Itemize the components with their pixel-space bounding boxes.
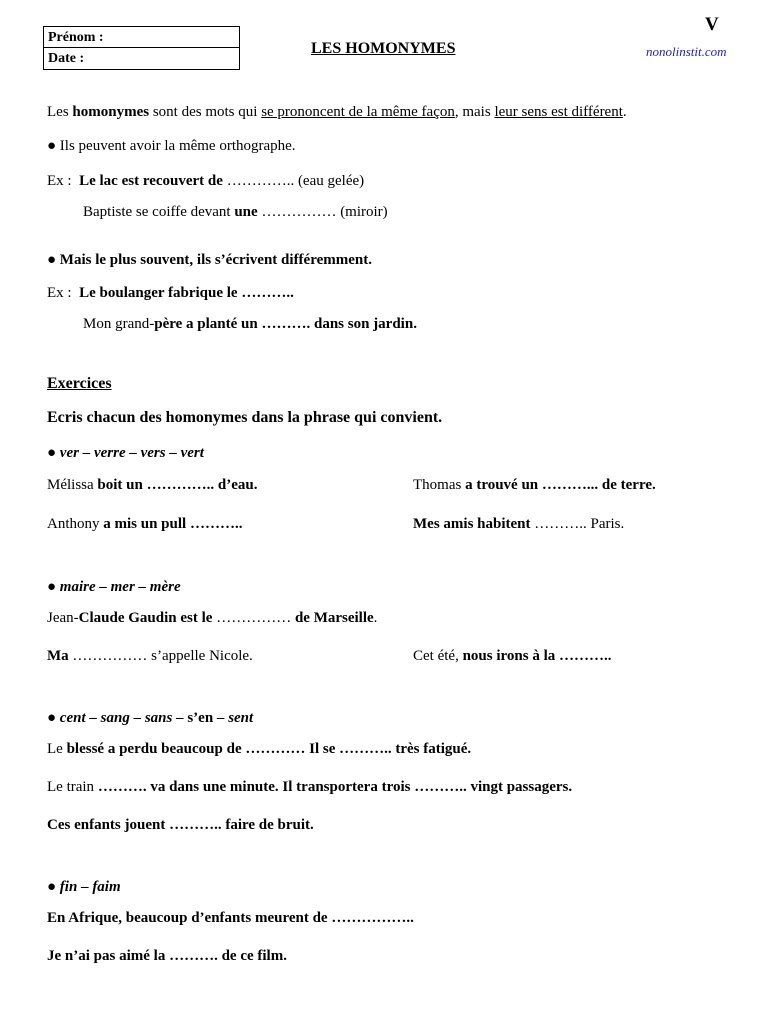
firstname-label: Prénom : [48,30,104,45]
sentence-1-2: Thomas a trouvé un ………... de terre. [413,477,656,493]
word-list-2: ● maire – mer – mère [47,579,181,595]
exercise-instruction: Ecris chacun des homonymes dans la phrase qui convient. [47,409,443,426]
example-line-4: Mon grand-père a planté un ………. dans son jardin. [83,316,417,332]
rule-same-spelling: ● Ils peuvent avoir la même orthographe. [47,138,296,154]
sentence-1-4: Mes amis habitent ……….. Paris. [413,516,625,532]
word-list-1: ● ver – verre – vers – vert [47,445,204,461]
sentence-1-3: Anthony a mis un pull ……….. [47,516,243,532]
date-field[interactable] [44,48,239,69]
sentence-3-1: Le blessé a perdu beaucoup de ………… Il se ……….. très fatigué. [47,741,472,757]
keyword-homonymes: homonymes [72,104,150,120]
example-line-1: Ex : Le lac est recouvert de ………….. (eau gelée) [47,173,365,189]
definition-line: Les homonymes sont des mots qui se prononcent de la même façon, mais leur sens est différent. [47,104,627,120]
rule-different-spelling: ● Mais le plus souvent, ils s’écrivent différemment. [47,252,372,268]
sentence-3-3: Ces enfants jouent ……….. faire de bruit. [47,817,314,833]
sentence-4-1: En Afrique, beaucoup d’enfants meurent de …………….. [47,910,414,926]
page-title: LES HOMONYMES [311,40,456,57]
example-line-3: Ex : Le boulanger fabrique le ……….. [47,285,294,301]
sentence-3-2: Le train ………. va dans une minute. Il transportera trois ……….. vingt passagers. [47,779,573,795]
sentence-2-3: Cet été, nous irons à la ……….. [413,648,612,664]
word-list-3: ● cent – sang – sans – s’en – sent [47,710,254,726]
sentence-2-1: Jean-Claude Gaudin est le …………… de Marseille. [47,610,378,626]
level-indicator: V [705,14,719,35]
exercises-heading: Exercices [47,375,112,392]
word-list-4: ● fin – faim [47,879,121,895]
sentence-4-2: Je n’ai pas aimé la ………. de ce film. [47,948,287,964]
firstname-field[interactable] [44,27,239,48]
example-line-2: Baptiste se coiffe devant une …………… (miroir) [83,204,388,220]
sentence-1-1: Mélissa boit un ………….. d’eau. [47,477,258,493]
date-label: Date : [48,51,85,66]
identity-box [43,26,240,70]
sentence-2-2: Ma …………… s’appelle Nicole. [47,648,253,664]
site-link[interactable]: nonolinstit.com [646,44,727,59]
